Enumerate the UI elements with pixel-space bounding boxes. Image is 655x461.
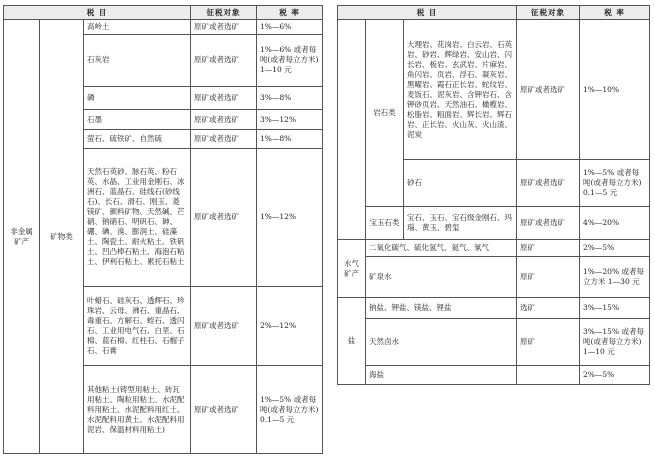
category-cell	[338, 20, 366, 240]
object-cell: 原矿	[517, 240, 580, 257]
subcategory-cell: 宝玉石类	[366, 207, 404, 240]
item-cell: 萤石、硫铁矿、自然硫	[84, 130, 191, 148]
rate-cell: 3%—15%	[580, 298, 650, 319]
object-cell: 原矿或者选矿	[191, 34, 257, 87]
item-cell: 其他粘土(铸型用粘土、砖瓦用粘土、陶粒用粘土、水泥配料用粘土、水泥配料用红土、水泥配料用黄土、水泥配料用泥岩、保温材料用粘土)	[84, 366, 191, 454]
header-row	[338, 6, 650, 20]
header-object: 征税对象	[517, 6, 580, 20]
rate-cell: 3%—8%	[257, 87, 323, 109]
item-cell: 宝石、玉石、宝石级金刚石、玛瑙、黄玉、碧玺	[404, 207, 517, 240]
object-cell: 原矿或者选矿	[517, 20, 580, 159]
item-cell: 磷	[84, 87, 191, 109]
item-cell: 天然卤水	[366, 318, 517, 366]
item-cell: 二氧化碳气、硫化氢气、氦气、氡气	[366, 240, 517, 257]
rate-cell: 1%—6%	[257, 20, 323, 34]
item-cell: 大理岩、花岗岩、白云岩、石英岩、砂岩、辉绿岩、安山岩、闪长岩、板岩、玄武岩、片麻岩、角闪岩、页岩、浮石、凝灰岩、黑曜岩、霞石正长岩、蛇纹岩、麦饭石、泥灰岩、含钾岩石、含钾砂页岩、天然油石、橄榄岩、松脂岩、粗面岩、辉长岩、辉石岩、正长岩、火山灰、火山渣、泥炭	[404, 20, 517, 159]
table-row	[338, 240, 650, 257]
rate-cell: 1%—12%	[257, 148, 323, 286]
header-object: 征税对象	[191, 6, 257, 20]
object-cell: 原矿或者选矿	[191, 148, 257, 286]
object-cell: 原矿或者选矿	[191, 20, 257, 34]
category-cell: 水气矿产	[338, 240, 366, 298]
object-cell: 原矿或者选矿	[191, 130, 257, 148]
table-row	[338, 20, 650, 159]
rate-cell: 1%—6% 或者每吨(或者每立方米)1—10 元	[257, 34, 323, 87]
table-row	[338, 298, 650, 319]
item-cell: 石灰岩	[84, 34, 191, 87]
item-cell: 砂石	[404, 159, 517, 207]
object-cell: 选矿	[517, 298, 580, 319]
item-cell: 矿泉水	[366, 256, 517, 297]
table-row	[338, 207, 650, 240]
table-row	[338, 366, 650, 385]
table-row	[338, 318, 650, 366]
object-cell: 原矿或者选矿	[191, 366, 257, 454]
item-cell: 天然石英砂、脉石英、粉石英、水晶、工业用金刚石、冰洲石、蓝晶石、硅线石(砂线石)、长石、滑石、刚玉、菱镁矿、颜料矿物、天然碱、芒硝、钠硝石、明矾石、砷、硼、碘、溴、膨润土、硅藻土、陶瓷土、耐火粘土、铁矾土、凹凸棒石粘土、海泡石粘土、伊利石粘土、累托石粘土	[84, 148, 191, 286]
rate-cell: 1%—20% 或者每立方米 1—30 元	[580, 256, 650, 297]
category-cell: 非金属矿产	[4, 20, 40, 454]
object-cell: 原矿或者选矿	[191, 286, 257, 365]
rate-cell: 2%—12%	[257, 286, 323, 365]
subcategory-cell: 岩石类	[366, 20, 404, 207]
left-tax-table	[3, 5, 323, 454]
object-cell	[517, 366, 580, 385]
item-cell: 海盐	[366, 366, 517, 385]
item-cell: 石墨	[84, 109, 191, 129]
rate-cell: 2%—5%	[580, 366, 650, 385]
right-tax-table	[337, 5, 650, 385]
header-item: 税 目	[338, 6, 517, 20]
header-rate: 税 率	[257, 6, 323, 20]
header-row	[4, 6, 323, 20]
subcategory-cell: 矿物类	[40, 20, 84, 454]
object-cell: 原矿或者选矿	[517, 207, 580, 240]
category-cell: 盐	[338, 298, 366, 385]
object-cell: 原矿	[517, 318, 580, 366]
object-cell: 原矿或者选矿	[517, 159, 580, 207]
rate-cell: 3%—12%	[257, 109, 323, 129]
header-item: 税 目	[4, 6, 191, 20]
rate-cell: 1%—5% 或者每吨(或者每立方米)0.1—5 元	[580, 159, 650, 207]
table-row	[338, 256, 650, 297]
header-rate: 税 率	[580, 6, 650, 20]
rate-cell: 1%—10%	[580, 20, 650, 159]
object-cell: 原矿或者选矿	[191, 109, 257, 129]
object-cell: 原矿	[517, 256, 580, 297]
rate-cell: 1%—8%	[257, 130, 323, 148]
rate-cell: 4%—20%	[580, 207, 650, 240]
rate-cell: 3%—15% 或者每吨(或者每立方米)1—10 元	[580, 318, 650, 366]
item-cell: 高岭土	[84, 20, 191, 34]
table-row	[4, 20, 323, 34]
item-cell: 叶蜡石、硅灰石、透辉石、珍珠岩、云母、沸石、重晶石、毒重石、方解石、蛭石、透闪石、工业用电气石、白垩、石棉、蓝石棉、红柱石、石榴子石、石膏	[84, 286, 191, 365]
rate-cell: 2%—5%	[580, 240, 650, 257]
rate-cell: 1%—5% 或者每吨(或者每立方米)0.1—5 元	[257, 366, 323, 454]
object-cell: 原矿或者选矿	[191, 87, 257, 109]
item-cell: 钠盐、钾盐、镁盐、锂盐	[366, 298, 517, 319]
